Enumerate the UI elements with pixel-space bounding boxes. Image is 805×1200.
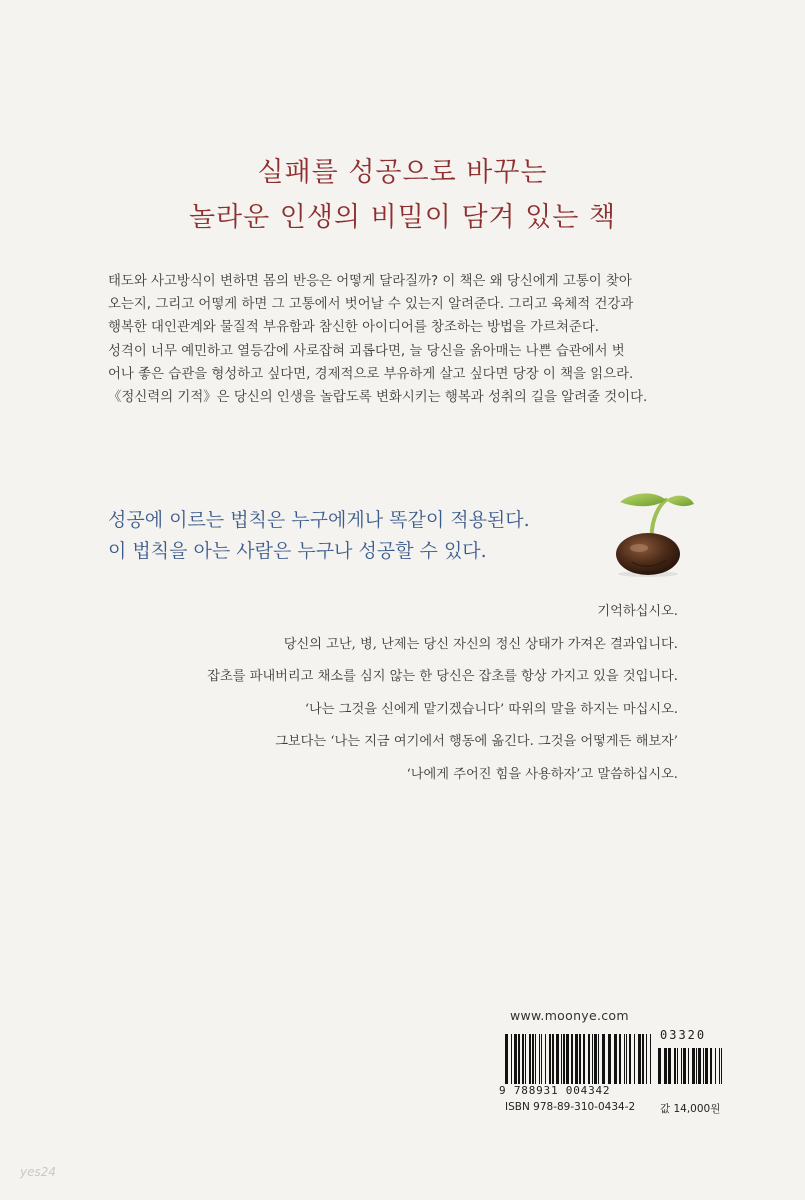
barcode-bar xyxy=(692,1048,695,1084)
barcode-bar xyxy=(583,1034,585,1084)
ean-digits: 9 788931 004342 xyxy=(499,1084,611,1097)
barcode-bar xyxy=(705,1048,708,1084)
barcode-bar xyxy=(511,1034,512,1084)
barcode-bar xyxy=(674,1048,676,1084)
barcode-bar xyxy=(614,1034,617,1084)
quote-line: 잡초를 파내버리고 채소를 심지 않는 한 당신은 잡초를 항상 가지고 있을 것입니다. xyxy=(207,669,678,684)
intro-line: 태도와 사고방식이 변하면 몸의 반응은 어떻게 달라질까? 이 책은 왜 당신에게 고통이 찾아 xyxy=(108,274,632,289)
barcode-bar xyxy=(549,1034,551,1084)
barcode-bar xyxy=(681,1048,682,1084)
addon-barcode-icon xyxy=(658,1048,722,1084)
intro-line: 성격이 너무 예민하고 열등감에 사로잡혀 괴롭다면, 늘 당신을 옭아매는 나쁜 습관에서 벗 xyxy=(108,343,625,359)
barcode-bar xyxy=(571,1034,573,1084)
barcode-bar xyxy=(514,1034,517,1084)
barcode-bar xyxy=(703,1048,704,1084)
publisher-website: www.moonye.com xyxy=(510,1008,629,1023)
barcode-bar xyxy=(579,1034,581,1084)
principle-line-2: 이 법칙을 아는 사람은 누구나 성공할 수 있다. xyxy=(108,540,487,562)
barcode-bar xyxy=(608,1034,611,1084)
barcode-bar xyxy=(563,1034,565,1084)
barcode-bar xyxy=(522,1034,524,1084)
intro-paragraph xyxy=(108,270,708,409)
barcode-bar xyxy=(668,1048,671,1084)
barcode-bar xyxy=(619,1034,621,1084)
barcode-bar xyxy=(602,1034,605,1084)
barcode-bar xyxy=(594,1034,597,1084)
barcode-bar xyxy=(561,1034,562,1084)
isbn-barcode-icon xyxy=(505,1034,651,1084)
barcode-bar xyxy=(683,1048,686,1084)
barcode-bar xyxy=(624,1034,625,1084)
quote-line: 당신의 고난, 병, 난제는 당신 자신의 정신 상태가 가져온 결과입니다. xyxy=(283,636,678,652)
barcode-bar xyxy=(698,1048,701,1084)
barcode-bar xyxy=(650,1034,651,1084)
barcode-bar xyxy=(566,1034,569,1084)
barcode-block xyxy=(499,1026,735,1116)
barcode-bar xyxy=(588,1034,590,1084)
barcode-bar xyxy=(532,1034,534,1084)
barcode-bar xyxy=(598,1034,599,1084)
barcode-bar xyxy=(715,1048,716,1084)
barcode-bar xyxy=(646,1034,647,1084)
barcode-bar xyxy=(719,1048,720,1084)
barcode-bar xyxy=(592,1034,593,1084)
barcode-bar xyxy=(545,1034,546,1084)
intro-line: 어나 좋은 습관을 형성하고 싶다면, 경제적으로 부유하게 살고 싶다면 당장 이 책을 읽으라. xyxy=(108,366,634,382)
barcode-bar xyxy=(629,1034,631,1084)
barcode-bar xyxy=(552,1034,554,1084)
barcode-bar xyxy=(529,1034,531,1084)
intro-line: 《정신력의 기적》은 당신의 인생을 놀랍도록 변화시키는 행복과 성취의 길을 알려줄 것이다. xyxy=(108,390,648,406)
quote-line: ‘나는 그것을 신에게 맡기겠습니다’ 따위의 말을 하지는 마십시오. xyxy=(304,701,678,717)
barcode-bar xyxy=(688,1048,689,1084)
barcode-bar xyxy=(525,1034,526,1084)
price-label: 값 14,000원 xyxy=(660,1103,721,1115)
barcode-bar xyxy=(575,1034,578,1084)
barcode-bar xyxy=(541,1034,542,1084)
quote-line: 기억하십시오. xyxy=(597,604,678,619)
barcode-bar xyxy=(638,1034,641,1084)
headline xyxy=(0,150,805,240)
isbn-number: ISBN 978-89-310-0434-2 xyxy=(505,1101,636,1113)
quote-line: 그보다는 ‘나는 지금 여기에서 행동에 옮긴다. 그것을 어떻게든 해보자’ xyxy=(275,734,678,749)
barcode-bar xyxy=(664,1048,667,1084)
barcode-bar xyxy=(677,1048,678,1084)
barcode-bar xyxy=(696,1048,697,1084)
quotes-block xyxy=(118,596,678,791)
quote-line: ‘나에게 주어진 힘을 사용하자’고 말씀하십시오. xyxy=(406,766,678,782)
intro-line: 행복한 대인관계와 물질적 부유함과 참신한 아이디어를 창조하는 방법을 가르쳐준다. xyxy=(108,320,600,336)
sprouting-seed-icon xyxy=(606,486,696,578)
barcode-bar xyxy=(658,1048,661,1084)
barcode-bar xyxy=(518,1034,520,1084)
barcode-bar xyxy=(710,1048,712,1084)
headline-line-2: 놀라운 인생의 비밀이 담겨 있는 책 xyxy=(188,202,617,233)
principle-statement xyxy=(108,505,588,567)
watermark-logo: yes24 xyxy=(20,1165,57,1179)
barcode-bar xyxy=(505,1034,508,1084)
headline-line-1: 실패를 성공으로 바꾸는 xyxy=(257,157,548,188)
intro-line: 오는지, 그리고 어떻게 하면 그 고통에서 벗어날 수 있는지 알려준다. 그리고 육체적 건강과 xyxy=(108,297,634,313)
barcode-bar xyxy=(556,1034,559,1084)
barcode-bar xyxy=(642,1034,644,1084)
barcode-bar xyxy=(721,1048,722,1084)
barcode-bar xyxy=(535,1034,536,1084)
barcode-bar xyxy=(634,1034,635,1084)
principle-line-1: 성공에 이르는 법칙은 누구에게나 똑같이 적용된다. xyxy=(108,509,530,531)
barcode-bar xyxy=(626,1034,627,1084)
addon-digits: 03320 xyxy=(660,1028,707,1042)
barcode-bar xyxy=(539,1034,540,1084)
